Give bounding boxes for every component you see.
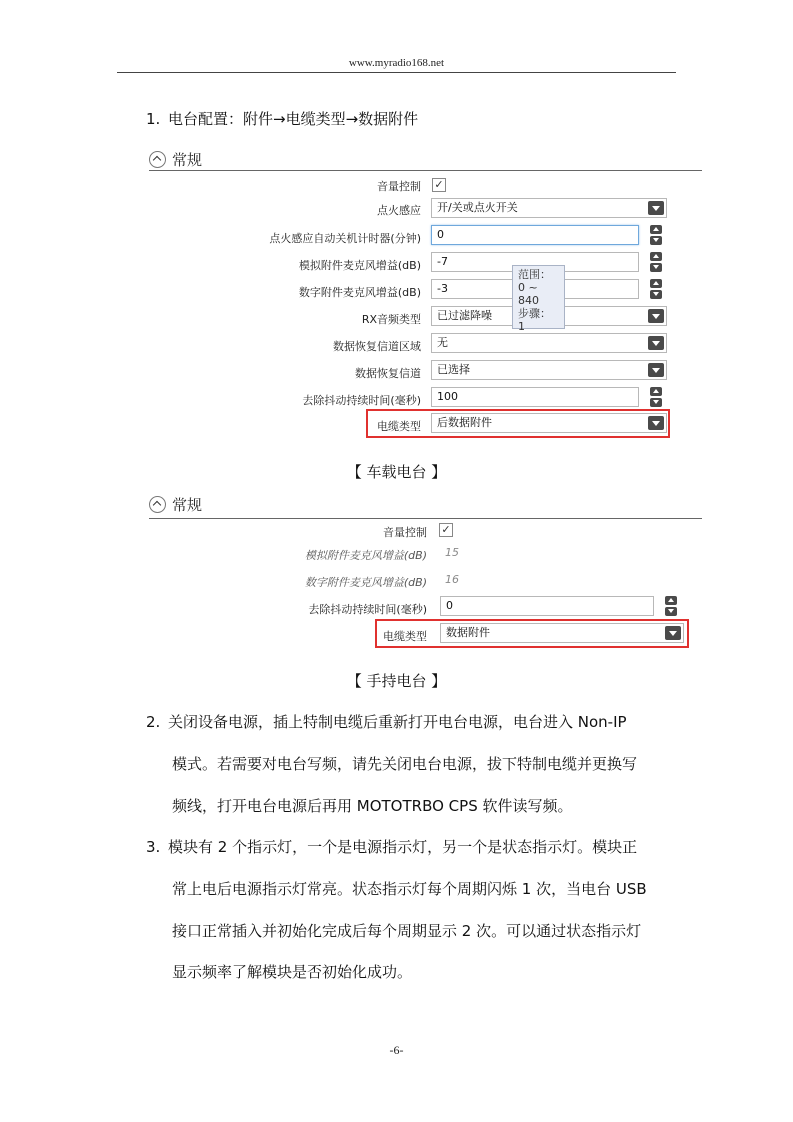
digital-mic-gain-label: 数字附件麦克风增益(dB) [304,576,427,589]
ignition-timer-spinner[interactable] [650,225,662,245]
spin-up-icon[interactable] [650,225,662,234]
analog-mic-gain-value: 15 [445,546,459,559]
site-url: www.myradio168.net [348,57,445,69]
dropdown-arrow-icon[interactable] [648,363,664,377]
debounce-duration-input[interactable]: 100 [431,387,639,407]
analog-mic-gain-label: 模拟附件麦克风增益(dB) [298,259,421,272]
spin-down-icon[interactable] [650,398,662,407]
page-number: -6- [389,1043,404,1057]
collapse-chevron-icon[interactable] [149,151,166,168]
section-header-general-2[interactable] [149,494,202,515]
volume-control-checkbox[interactable]: ✓ [439,523,453,537]
spin-down-icon[interactable] [650,290,662,299]
step-2-text-1: 关闭设备电源，插上特制电缆后重新打开电台电源，电台进入 Non-IP [168,713,627,731]
spin-up-icon[interactable] [650,279,662,288]
step-2-number: 2. [146,713,161,731]
spin-up-icon[interactable] [665,596,677,605]
spin-up-icon[interactable] [650,252,662,261]
data-revert-zone-label: 数据恢复信道区域 [333,340,421,353]
step-1-text: 电台配置：附件→电缆类型→数据附件 [168,110,419,128]
step-3-text-1: 模块有 2 个指示灯，一个是电源指示灯，另一个是状态指示灯。模块正 [168,838,638,856]
dropdown-arrow-icon[interactable] [648,309,664,323]
cable-type-label: 电缆类型 [383,630,427,643]
digital-mic-gain-spinner[interactable] [650,279,662,299]
ignition-sense-dropdown[interactable] [431,198,667,218]
debounce-duration-input[interactable]: 0 [440,596,654,616]
volume-control-label: 音量控制 [377,180,421,193]
debounce-duration-label: 去除抖动持续时间(毫秒) [302,394,421,407]
cable-type-dropdown[interactable] [431,413,667,433]
dropdown-arrow-icon[interactable] [665,626,681,640]
analog-mic-gain-spinner[interactable] [650,252,662,272]
tooltip-step-value: 1 [518,320,525,333]
digital-mic-gain-input[interactable]: -3 [431,279,639,299]
step-2-line-1 [146,711,627,732]
digital-mic-gain-value: 16 [445,573,459,586]
ignition-sense-label: 点火感应 [377,204,421,217]
section-rule [149,170,702,171]
dropdown-arrow-icon[interactable] [648,336,664,350]
header-rule [117,72,676,73]
volume-control-checkbox[interactable]: ✓ [432,178,446,192]
ignition-timer-input[interactable]: 0 [431,225,639,245]
step-3-line-2: 常上电后电源指示灯常亮。状态指示灯每个周期闪烁 1 次，当电台 USB [172,880,647,898]
rx-audio-type-label: RX音频类型 [361,313,421,326]
step-3-line-3: 接口正常插入并初始化完成后每个周期显示 2 次。可以通过状态指示灯 [172,922,642,940]
spin-down-icon[interactable] [665,607,677,616]
tooltip-step-label: 步骤： [518,307,551,320]
ignition-timer-label: 点火感应自动关机计时器(分钟) [269,232,421,245]
debounce-duration-spinner[interactable] [665,596,677,616]
data-revert-channel-dropdown[interactable] [431,360,667,380]
data-revert-zone-value: 无 [437,336,448,349]
cable-type-dropdown[interactable] [440,623,684,643]
step-2-line-3: 频线，打开电台电源后再用 MOTOTRBO CPS 软件读写频。 [172,797,573,815]
section-title: 常规 [172,151,203,169]
cable-type-value: 数据附件 [446,626,490,639]
step-1-number: 1. [146,110,161,128]
spin-down-icon[interactable] [650,236,662,245]
dropdown-arrow-icon[interactable] [648,416,664,430]
cable-type-label: 电缆类型 [377,420,421,433]
tooltip-range-value: 0 ~ 840 [518,281,539,307]
caption-vehicle-radio: 【 车载电台 】 [346,463,447,481]
analog-mic-gain-label: 模拟附件麦克风增益(dB) [304,549,427,562]
step-3-line-4: 显示频率了解模块是否初始化成功。 [172,963,413,981]
section-rule [149,518,702,519]
caption-portable-radio: 【 手持电台 】 [346,672,447,690]
section-title: 常规 [172,496,203,514]
step-3-line-1 [146,836,637,857]
collapse-chevron-icon[interactable] [149,496,166,513]
section-header-general-1[interactable] [149,149,202,170]
step-1 [146,108,418,129]
spin-up-icon[interactable] [650,387,662,396]
rx-audio-type-value: 已过滤降噪 [437,309,492,322]
volume-control-label: 音量控制 [383,526,427,539]
ignition-sense-value: 开/关或点火开关 [437,201,518,214]
debounce-duration-spinner[interactable] [650,387,662,407]
data-revert-zone-dropdown[interactable] [431,333,667,353]
step-3-number: 3. [146,838,161,856]
step-2-line-2: 模式。若需要对电台写频，请先关闭电台电源，拔下特制电缆并更换写 [172,755,638,773]
analog-mic-gain-input[interactable]: -7 [431,252,639,272]
tooltip-range-label: 范围： [518,268,551,281]
digital-mic-gain-label: 数字附件麦克风增益(dB) [298,286,421,299]
data-revert-channel-label: 数据恢复信道 [355,367,421,380]
spin-down-icon[interactable] [650,263,662,272]
cable-type-value: 后数据附件 [437,416,492,429]
range-tooltip [512,265,565,333]
data-revert-channel-value: 已选择 [437,363,470,376]
debounce-duration-label: 去除抖动持续时间(毫秒) [308,603,427,616]
dropdown-arrow-icon[interactable] [648,201,664,215]
